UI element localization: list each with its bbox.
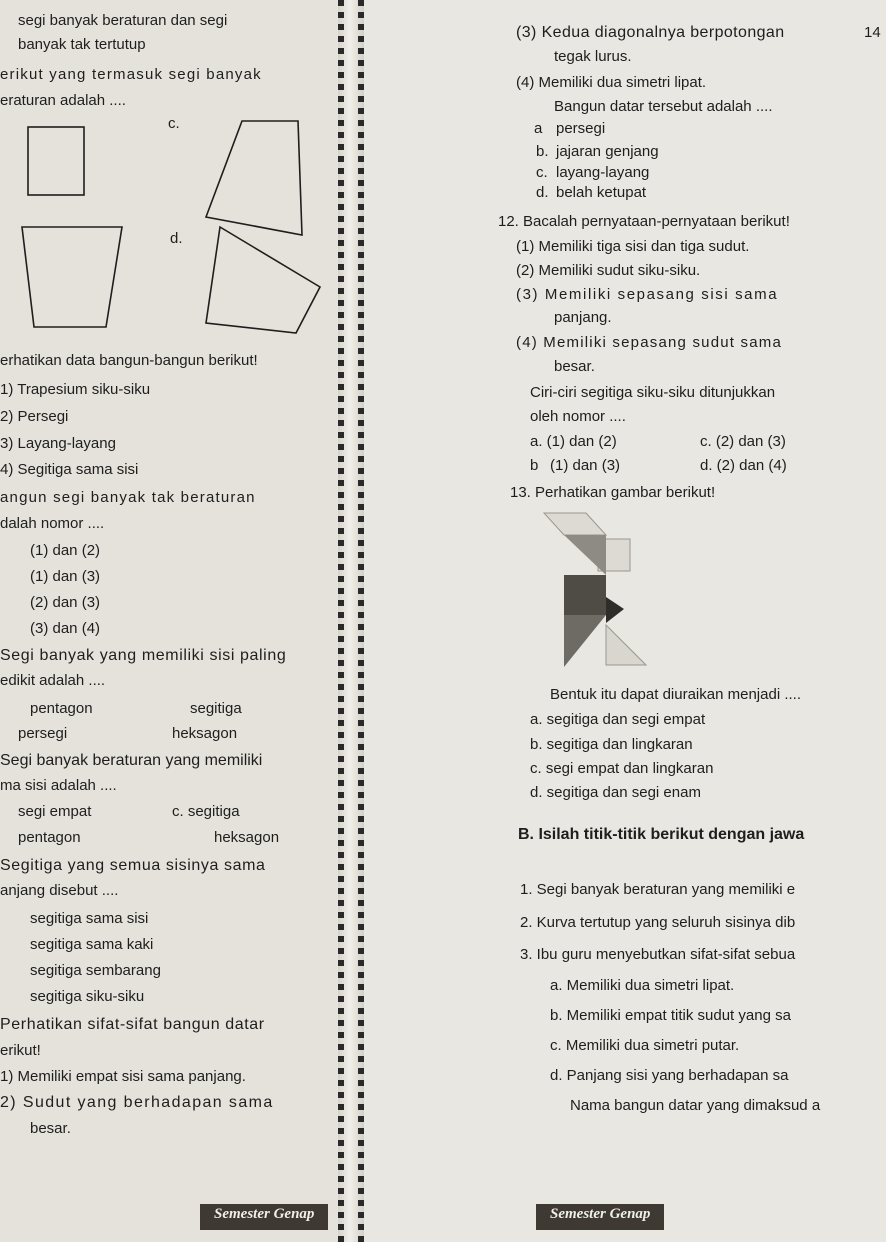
option: pentagon [30, 700, 93, 717]
text-line: (4) Memiliki dua simetri lipat. [516, 74, 707, 91]
list-item: (4) Memiliki sepasang sudut sama [516, 334, 782, 351]
isosceles-trapezoid-shape [22, 227, 122, 327]
shape-label: c. [168, 115, 180, 132]
question-intro: erhatikan data bangun-bangun berikut! [0, 352, 258, 369]
option: segitiga siku-siku [30, 988, 145, 1005]
text-line: Bangun datar tersebut adalah .... [554, 98, 773, 115]
list-item: 3) Layang-layang [0, 435, 116, 452]
quadrilateral-shape [206, 227, 320, 333]
question-stem: ma sisi adalah .... [0, 777, 117, 794]
question-stem: Perhatikan sifat-sifat bangun datar [0, 1016, 265, 1033]
option: (1) dan (2) [30, 542, 101, 559]
question-stem: Nama bangun datar yang dimaksud a [570, 1097, 821, 1114]
option: b. Memiliki empat titik sudut yang sa [550, 1007, 791, 1024]
option: b. segitiga dan lingkaran [530, 736, 693, 753]
question-title: 13. Perhatikan gambar berikut! [510, 484, 716, 501]
list-item: panjang. [554, 309, 612, 326]
list-item: (1) Memiliki tiga sisi dan tiga sudut. [516, 238, 750, 255]
square-shape [28, 127, 84, 195]
question-stem: Segitiga yang semua sisinya sama [0, 857, 266, 874]
option-mark: b. [536, 143, 549, 160]
question-stem: angun segi banyak tak beraturan [0, 489, 256, 506]
text-line: erikut yang termasuk segi banyak [0, 66, 262, 83]
option: layang-layang [556, 164, 650, 181]
list-item: 1) Trapesium siku-siku [0, 381, 151, 398]
tangram-figure [524, 505, 684, 685]
option: a. segitiga dan segi empat [530, 711, 706, 728]
text-line: (3) Kedua diagonalnya berpotongan [516, 24, 785, 41]
shapes-figure [0, 105, 340, 345]
option: persegi [18, 725, 68, 742]
left-page [0, 0, 340, 1242]
option: persegi [556, 120, 606, 137]
page-number: 14 [864, 24, 881, 41]
option: (1) dan (3) [30, 568, 101, 585]
question-stem: Bentuk itu dapat diuraikan menjadi .... [550, 686, 801, 703]
list-item: 1. Segi banyak beraturan yang memiliki e [520, 881, 796, 898]
option-mark: c. [536, 164, 548, 181]
option: a. (1) dan (2) [530, 433, 617, 450]
circled-option-mark: a [534, 120, 543, 137]
option: a. Memiliki dua simetri lipat. [550, 977, 735, 994]
question-stem: dalah nomor .... [0, 515, 105, 532]
option: (2) dan (3) [30, 594, 101, 611]
section-heading: B. Isilah titik-titik berikut dengan jawa [518, 826, 805, 843]
list-item: besar. [554, 358, 595, 375]
option: pentagon [18, 829, 81, 846]
trapezoid-shape [206, 121, 302, 235]
option: segi empat [18, 803, 92, 820]
list-item: 2) Persegi [0, 408, 69, 425]
list-item: 1) Memiliki empat sisi sama panjang. [0, 1068, 246, 1085]
question-stem: anjang disebut .... [0, 882, 119, 899]
question-stem: Segi banyak yang memiliki sisi paling [0, 647, 287, 664]
text-line: banyak tak tertutup [18, 36, 146, 53]
option: heksagon [172, 725, 238, 742]
book-binding [338, 0, 364, 1242]
text-line: tegak lurus. [554, 48, 632, 65]
option: d. (2) dan (4) [700, 457, 787, 474]
option: c. (2) dan (3) [700, 433, 786, 450]
question-stem: Segi banyak beraturan yang memiliki [0, 752, 263, 769]
option: d. segitiga dan segi enam [530, 784, 701, 801]
option: (3) dan (4) [30, 620, 101, 637]
list-item: 2) Sudut yang berhadapan sama [0, 1094, 274, 1111]
triangle-piece [564, 535, 606, 575]
footer-label: Semester Genap [200, 1204, 328, 1230]
option: heksagon [214, 829, 280, 846]
question-stem: edikit adalah .... [0, 672, 106, 689]
list-item: 4) Segitiga sama sisi [0, 461, 139, 478]
medium-triangle-piece [606, 625, 646, 665]
circled-option-mark: b [530, 457, 539, 474]
question-stem: oleh nomor .... [530, 408, 626, 425]
option: jajaran genjang [556, 143, 659, 160]
small-triangle-piece [606, 597, 624, 623]
question-title: 12. Bacalah pernyataan-pernyataan berikut! [498, 213, 790, 230]
question-stem: erikut! [0, 1042, 41, 1059]
dark-square-piece [564, 575, 606, 615]
list-item: 3. Ibu guru menyebutkan sifat-sifat sebua [520, 946, 796, 963]
option: c. segitiga [172, 803, 240, 820]
option: segitiga sama sisi [30, 910, 149, 927]
text-line: segi banyak beraturan dan segi [18, 12, 228, 29]
option: segitiga [190, 700, 242, 717]
large-triangle-piece [564, 615, 606, 667]
list-item: 2. Kurva tertutup yang seluruh sisinya dib [520, 914, 796, 931]
list-item: besar. [30, 1120, 71, 1137]
option-mark: d. [536, 184, 549, 201]
binding-holes [338, 0, 344, 1242]
option: d. Panjang sisi yang berhadapan sa [550, 1067, 789, 1084]
list-item: (3) Memiliki sepasang sisi sama [516, 286, 779, 303]
option: c. Memiliki dua simetri putar. [550, 1037, 740, 1054]
option: belah ketupat [556, 184, 647, 201]
footer-label: Semester Genap [536, 1204, 664, 1230]
option: (1) dan (3) [550, 457, 621, 474]
parallelogram-piece [544, 513, 606, 535]
text-line: eraturan adalah .... [0, 92, 126, 109]
right-page [364, 0, 886, 1242]
shape-label: d. [170, 230, 183, 247]
option: c. segi empat dan lingkaran [530, 760, 714, 777]
option: segitiga sama kaki [30, 936, 154, 953]
list-item: (2) Memiliki sudut siku-siku. [516, 262, 701, 279]
question-stem: Ciri-ciri segitiga siku-siku ditunjukkan [530, 384, 776, 401]
option: segitiga sembarang [30, 962, 161, 979]
